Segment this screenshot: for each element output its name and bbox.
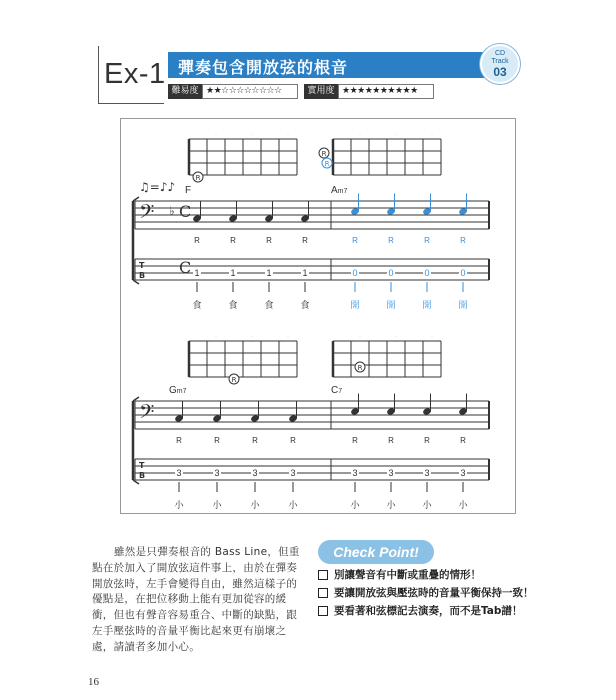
check-point-text: 別讓聲音有中斷或重疊的情形！ xyxy=(334,569,481,581)
fret-marker: · xyxy=(215,132,217,137)
tab-fret-number: 3 xyxy=(388,468,394,478)
swing-marking: ♫=♪♪ xyxy=(139,180,176,194)
check-point-list xyxy=(318,566,568,620)
cd-track-label xyxy=(482,50,518,66)
finger-position-label: R xyxy=(231,376,237,384)
root-label: R xyxy=(388,436,394,445)
finger-position-label: R xyxy=(357,364,363,372)
fret-marker: · xyxy=(287,132,289,137)
check-point-item xyxy=(318,566,568,584)
check-point-title: Check Point! xyxy=(318,540,434,564)
tab-fret-number: 1 xyxy=(230,268,236,278)
bass-clef-icon: 𝄢 xyxy=(139,400,155,428)
root-label: R xyxy=(176,436,182,445)
cd-track-number: 03 xyxy=(493,65,507,79)
finger-position-label: R xyxy=(195,174,201,182)
fingering-label: 小 xyxy=(350,501,360,511)
chord-root: A xyxy=(331,185,338,196)
score-notation xyxy=(121,119,517,515)
tab-fret-number: 0 xyxy=(388,268,394,278)
fingering-label: 小 xyxy=(458,501,468,511)
fret-marker: · xyxy=(215,334,217,339)
root-label: R xyxy=(460,236,466,245)
tab-fret-number: 1 xyxy=(266,268,272,278)
tab-fret-number: 3 xyxy=(290,468,296,478)
tab-fret-number: 0 xyxy=(352,268,358,278)
chord-name xyxy=(185,185,191,196)
tab-fret-number: 3 xyxy=(176,468,182,478)
open-string-label: R xyxy=(324,160,330,168)
practicality-label: 實用度 xyxy=(304,84,338,99)
checkbox-icon xyxy=(318,606,328,616)
root-label: R xyxy=(266,236,272,245)
tab-fret-number: 1 xyxy=(302,268,308,278)
tab-fret-number: 0 xyxy=(424,268,430,278)
fingering-label: 食 xyxy=(228,301,238,311)
fingering-label: 小 xyxy=(422,501,432,511)
explanation-paragraph: 雖然是只彈奏根音的 Bass Line，但重點在於加入了開放弦這件事上，由於在彈奏開放弦時，左手會變得自由，雖然這樣子的優點是，在把位移動上能有更加從容的緩衝，但也有聲音容易重合、中斷的缺點，跟左手壓弦時的音量平衡比起來更有崩壞之處，請讀者多加小心。 xyxy=(92,546,300,653)
fret-marker: · xyxy=(431,132,433,137)
root-label: R xyxy=(214,436,220,445)
page-number: 16 xyxy=(88,676,99,688)
fret-marker: · xyxy=(359,334,361,339)
fret-marker: · xyxy=(395,132,397,137)
fingering-label: 食 xyxy=(300,301,310,311)
check-point-item xyxy=(318,602,568,620)
chord-name xyxy=(331,385,342,396)
root-label: R xyxy=(194,236,200,245)
root-label: R xyxy=(460,436,466,445)
tab-fret-number: 3 xyxy=(252,468,258,478)
checkbox-icon xyxy=(318,588,328,598)
time-signature: C xyxy=(179,202,192,221)
root-label: R xyxy=(388,236,394,245)
fingering-label: 開 xyxy=(422,301,432,311)
tab-clef-label: B xyxy=(139,271,146,280)
fingering-label: 小 xyxy=(212,501,222,511)
check-point-text: 要看著和弦標記去演奏，而不是Tab譜！ xyxy=(334,605,523,617)
system-bracket xyxy=(133,480,139,484)
title-bar xyxy=(168,52,504,78)
track-label: Track xyxy=(491,58,509,65)
chord-root: G xyxy=(169,385,177,396)
system-bracket xyxy=(133,280,139,284)
cd-label: CD xyxy=(494,50,506,57)
tab-clef-label: T xyxy=(139,461,145,470)
chord-quality: 7 xyxy=(338,388,343,395)
fret-marker: · xyxy=(287,334,289,339)
example-title: 彈奏包含開放弦的根音 xyxy=(178,58,349,77)
fret-marker: · xyxy=(251,132,253,137)
bass-clef-icon: 𝄢 xyxy=(139,200,155,228)
checkbox-icon xyxy=(318,570,328,580)
tab-fret-number: 3 xyxy=(214,468,220,478)
tab-fret-number: 3 xyxy=(460,468,466,478)
fingering-label: 食 xyxy=(264,301,274,311)
check-point-text: 要讓開放弦與壓弦時的音量平衡保持一致！ xyxy=(334,587,534,599)
fingering-label: 開 xyxy=(458,301,468,311)
chord-root: C xyxy=(331,385,339,396)
root-label: R xyxy=(302,236,308,245)
chord-quality: m7 xyxy=(176,388,187,395)
explanation-text xyxy=(92,545,300,656)
root-label: R xyxy=(424,436,430,445)
practicality-stars: ★★★★★★★★★★ xyxy=(338,84,434,99)
score-frame xyxy=(120,118,516,514)
flat-sign-icon: ♭ xyxy=(169,204,175,218)
finger-position-label: R xyxy=(321,150,327,158)
fret-marker: · xyxy=(251,334,253,339)
fingering-label: 小 xyxy=(250,501,260,511)
tab-clef-label: B xyxy=(139,471,146,480)
root-label: R xyxy=(352,436,358,445)
root-label: R xyxy=(290,436,296,445)
tab-fret-number: 1 xyxy=(194,268,200,278)
fingering-label: 小 xyxy=(174,501,184,511)
fret-marker: · xyxy=(359,132,361,137)
fingering-label: 開 xyxy=(386,301,396,311)
fingering-label: 小 xyxy=(288,501,298,511)
difficulty-label: 難易度 xyxy=(168,84,202,99)
tab-fret-number: 0 xyxy=(460,268,466,278)
root-label: R xyxy=(252,436,258,445)
check-point-item xyxy=(318,584,568,602)
chord-name xyxy=(331,185,348,196)
example-number: Ex-1 xyxy=(104,58,166,90)
chord-quality: m7 xyxy=(337,188,348,195)
root-label: R xyxy=(352,236,358,245)
root-label: R xyxy=(424,236,430,245)
difficulty-stars: ★★☆☆☆☆☆☆☆☆ xyxy=(202,84,298,99)
tab-fret-number: 3 xyxy=(424,468,430,478)
tab-clef-label: T xyxy=(139,261,145,270)
root-label: R xyxy=(230,236,236,245)
tab-fret-number: 3 xyxy=(352,468,358,478)
fingering-label: 小 xyxy=(386,501,396,511)
tab-time-signature: C xyxy=(179,258,192,277)
chord-root: F xyxy=(185,185,192,196)
fingering-label: 食 xyxy=(192,301,202,311)
fret-marker: · xyxy=(431,334,433,339)
fret-marker: · xyxy=(395,334,397,339)
cd-track-badge xyxy=(480,44,520,84)
fingering-label: 開 xyxy=(350,301,360,311)
chord-name xyxy=(169,385,187,396)
